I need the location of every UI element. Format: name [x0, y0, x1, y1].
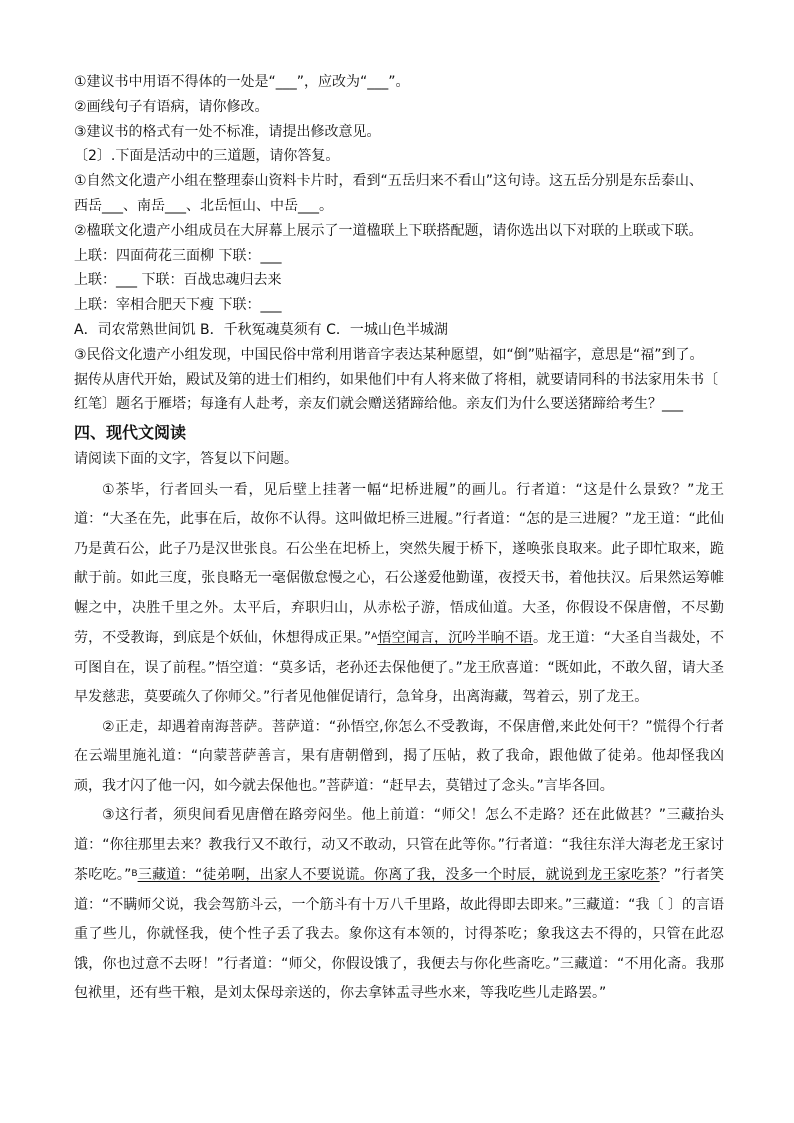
question-line: ②楹联文化遗产小组成员在大屏幕上展示了一道楹联上下联搭配题，请你选出以下对联的上联或下联。 [74, 222, 703, 239]
section-heading: 四、现代文阅读 [74, 423, 187, 443]
question-line: 西岳___、南岳___、北岳恒山、中岳___。 [74, 197, 333, 214]
couplet-line: 上联：___ 下联：百战忠魂归去来 [74, 272, 282, 289]
question-line: ①自然文化遗产小组在整理泰山资料卡片时，看到“五岳归来不看山”这句诗。这五岳分别是东岳泰山、 [74, 173, 704, 190]
couplet-line: 上联：四面荷花三面柳 下联：___ [74, 247, 282, 264]
answer-options: A．司农常熟世间饥 B．千秋冤魂莫须有 C．一城山色半城湖 [74, 321, 448, 338]
paragraph-text: 。龙王道：“大圣自当裁处，不可图自在，误了前程。”悟空道：“莫多话，老孙还去保他便了。”龙王欣喜道：“既如此，不敢久留，请大圣早发慈悲，莫要疏久了你师父。”行者见他催促请行，急耸身，出离海藏，驾着云，别了龙王。 [74, 630, 725, 706]
paragraph-text: ①茶毕，行者回头一看，见后壁上挂著一幅“圯桥进履”的画儿。行者道：“这是什么景致？”龙王道：“大圣在先，此事在后，故你不认得。这叫做圯桥三进履。”行者道：“怎的是三进履？”龙王道：“此仙乃是黄石公，此子乃是汉世张良。石公坐在圯桥上，突然失履于桥下，遂唤张良取来。此子即忙取来，跪献于前。如此三度，张良略无一毫倨傲怠慢之心，石公遂爱他勤谨，夜授天书，着他扶汉。后果然运筹帷幄之中，决胜千里之外。太平后，弃职归山，从赤松子游，悟成仙道。大圣，你假设不保唐僧，不尽勤劳，不受教诲，到底是个妖仙，休想得成正果。” [74, 481, 724, 647]
couplet-line: 上联：宰相合肥天下瘦 下联：___ [74, 297, 282, 314]
paragraph-text: ？”行者笑道：“不瞒师父说，我会驾筋斗云，一个筋斗有十万八千里路，故此得即去即来。”三藏道：“我〔 〕的言语重了些儿，你就怪我，使个性子丢了我去。象你这有本领的，讨得茶吃；象我这去不得的，只管在此忍饿，你也过意不去呀！”行者道：“师父，你假设饿了，我便去与你化些斋吃。”三藏道：“不用化斋。我那包袱里，还有些干粮，是刘太保母亲送的，你去拿钵盂寻些水来，等我吃些儿走路罢。” [74, 867, 724, 1002]
underlined-sentence-b: 三藏道：“徒弟啊，出家人不要说谎。你离了我，没多一个时辰，就说到龙王家吃茶 [137, 867, 660, 884]
question-line: ③民俗文化遗产小组发现，中国民俗中常利用谐音字表达某种愿望，如“倒”贴福字，意思是“福”到了。 [74, 346, 704, 363]
passage-paragraph-3 [74, 801, 724, 1009]
question-line: ②画线句子有语病，请你修改。 [74, 98, 269, 115]
reading-instruction: 请阅读下面的文字，答复以下问题。 [74, 451, 298, 468]
question-line: ③建议书的格式有一处不标准，请提出修改意见。 [74, 123, 381, 140]
question-line: 〔2〕.下面是活动中的三道题，请你答复。 [74, 148, 340, 165]
sentence-marker-b: B [131, 869, 138, 880]
passage-paragraph-2: ②正走，却遇着南海菩萨。菩萨道：“孙悟空,你怎么不受教诲，不保唐僧,来此处何干？”慌得个行者在云端里施礼道：“向蒙菩萨善言，果有唐朝僧到，揭了压帖，救了我命，跟他做了徒弟。他却怪我凶顽，我才闪了他一闪，如今就去保他也。”菩萨道：“赶早去，莫错过了念头。”言毕各回。 [74, 718, 724, 794]
question-line: 红笔〕题名于雁塔；每逢有人赴考，亲友们就会赠送猪蹄给他。亲友们为什么要送猪蹄给考生？___ [74, 396, 683, 413]
document-page [74, 70, 724, 1009]
paragraph-text: ③这行者，须臾间看见唐僧在路旁闷坐。他上前道：“师父！怎么不走路？还在此做甚？”三藏抬头道：“你往那里去来？教我行又不敢行，动又不敢动，只管在此等你。”行者道：“我往东洋大海老龙王家讨茶吃吃。” [74, 807, 724, 884]
underlined-sentence-a: 悟空闻言，沉吟半晌不语 [377, 630, 533, 647]
passage-paragraph-1 [74, 476, 724, 713]
question-block [74, 70, 724, 417]
question-line: ①建议书中用语不得体的一处是“___”，应改为“___”。 [74, 74, 410, 90]
question-line: 据传从唐代开始，殿试及第的进士们相约，如果他们中有人将来做了将相，就要请同科的书法家用朱书〔 [74, 371, 718, 388]
sentence-marker-a: A [371, 632, 378, 643]
